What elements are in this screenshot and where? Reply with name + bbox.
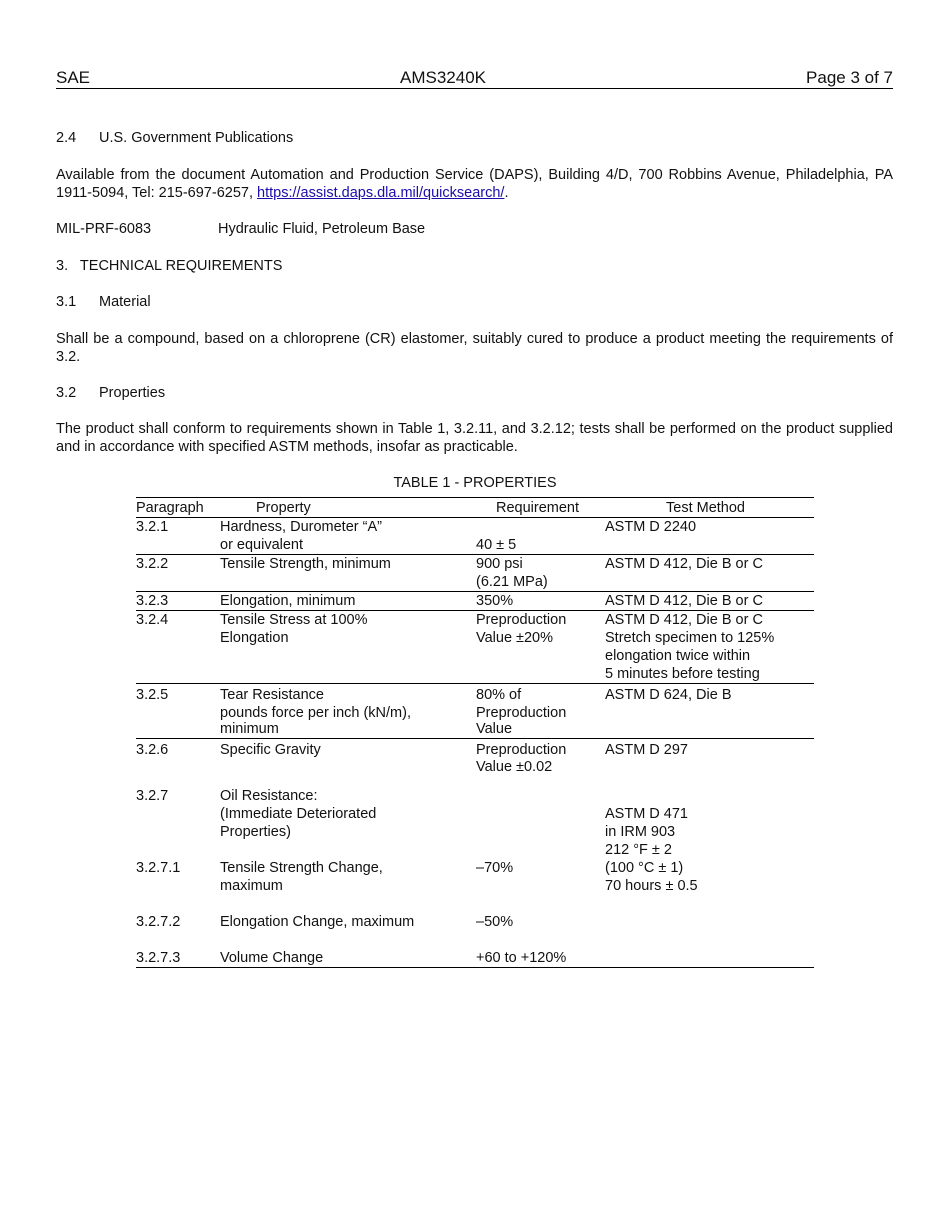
cell-requirement: +60 to +120%: [476, 950, 567, 966]
cell-property: Tensile Strength Change,: [220, 860, 383, 876]
cell-test-method: ASTM D 412, Die B or C: [605, 593, 763, 609]
section-number: 2.4: [56, 130, 77, 146]
cell-property: Elongation: [220, 630, 289, 646]
cell-requirement: Value: [476, 721, 513, 737]
cell-property: Volume Change: [220, 950, 324, 966]
table-row: [136, 592, 814, 611]
paragraph-text: Available from the document Automation and Production Service (DAPS), Building 4/D, 700 Robbins Avenue, Philadelphia, PA 1911-5094, Tel: 215-697-6257,: [56, 167, 893, 201]
cell-paragraph: 3.2.7.2: [136, 914, 181, 930]
cell-property: (Immediate Deteriorated: [220, 806, 377, 822]
cell-paragraph: 3.2.7.1: [136, 860, 181, 876]
cell-paragraph: 3.2.5: [136, 687, 169, 703]
cell-requirement: 350%: [476, 593, 514, 609]
header-doc-number: AMS3240K: [400, 68, 486, 87]
cell-test-method: Stretch specimen to 125%: [605, 630, 775, 646]
cell-test-method: ASTM D 2240: [605, 519, 697, 535]
section-title: Material: [99, 294, 151, 310]
cell-requirement: Preproduction: [476, 742, 567, 758]
cell-paragraph: 3.2.1: [136, 519, 169, 535]
table-row: [136, 949, 814, 968]
cell-test-method: in IRM 903: [605, 824, 676, 840]
header-page-number: Page 3 of 7: [806, 68, 893, 87]
section-title: U.S. Government Publications: [99, 130, 294, 146]
cell-paragraph: 3.2.7: [136, 788, 169, 804]
table-row: [136, 555, 814, 592]
cell-property: or equivalent: [220, 537, 304, 553]
col-header-test-method: Test Method: [666, 500, 745, 516]
cell-property: Elongation Change, maximum: [220, 914, 415, 930]
cell-requirement: Value ±0.02: [476, 759, 553, 775]
cell-test-method: ASTM D 624, Die B: [605, 687, 732, 703]
cell-requirement: Preproduction: [476, 612, 567, 628]
table-row: [136, 913, 814, 949]
section-2-4-heading: [56, 129, 893, 147]
section-3-heading: 3. TECHNICAL REQUIREMENTS: [56, 258, 283, 274]
col-header-paragraph: Paragraph: [136, 500, 204, 516]
cell-requirement: 80% of: [476, 687, 522, 703]
cell-requirement: 900 psi: [476, 556, 523, 572]
cell-test-method: (100 °C ± 1): [605, 860, 684, 876]
table-row: [136, 787, 814, 859]
section-title: Properties: [99, 385, 166, 401]
table-row: [136, 684, 814, 739]
reference-code: MIL-PRF-6083: [56, 221, 152, 237]
table-header-row: [136, 498, 814, 518]
cell-property: Tensile Strength, minimum: [220, 556, 391, 572]
table-row: [136, 859, 814, 913]
cell-paragraph: 3.2.4: [136, 612, 169, 628]
section-2-4-paragraph: [56, 166, 893, 202]
cell-property: Tear Resistance: [220, 687, 324, 703]
cell-test-method: 5 minutes before testing: [605, 666, 760, 682]
paragraph-period: .: [504, 185, 509, 201]
cell-property: Properties): [220, 824, 291, 840]
cell-test-method: elongation twice within: [605, 648, 751, 664]
cell-property: Tensile Stress at 100%: [220, 612, 368, 628]
table-row: [136, 611, 814, 684]
reference-entry: [56, 220, 893, 238]
col-header-requirement: Requirement: [496, 500, 580, 516]
properties-table: [136, 497, 814, 968]
table-row: [136, 739, 814, 787]
cell-property: Elongation, minimum: [220, 593, 356, 609]
cell-test-method: 70 hours ± 0.5: [605, 878, 698, 894]
section-3-1-paragraph: Shall be a compound, based on a chloroprene (CR) elastomer, suitably cured to produce a product meeting the requirements of 3.2.: [56, 331, 893, 365]
cell-paragraph: 3.2.7.3: [136, 950, 181, 966]
cell-property: minimum: [220, 721, 279, 737]
cell-requirement: –50%: [476, 914, 514, 930]
cell-requirement: Value ±20%: [476, 630, 554, 646]
table-title: TABLE 1 - PROPERTIES: [393, 475, 557, 491]
reference-title: Hydraulic Fluid, Petroleum Base: [218, 221, 426, 237]
section-3-1-heading: [56, 293, 893, 311]
col-header-property: Property: [256, 500, 311, 516]
section-3-2-paragraph: The product shall conform to requirements shown in Table 1, 3.2.11, and 3.2.12; tests shall be performed on the product supplied and in accordance with specified ASTM methods, insofar as practicable.: [56, 421, 893, 455]
section-number: 3.2: [56, 385, 77, 401]
cell-test-method: ASTM D 297: [605, 742, 688, 758]
cell-requirement: (6.21 MPa): [476, 574, 548, 590]
cell-requirement: –70%: [476, 860, 514, 876]
cell-requirement: 40 ± 5: [476, 537, 517, 553]
quicksearch-link[interactable]: https://assist.daps.dla.mil/quicksearch/: [257, 185, 505, 201]
cell-property: maximum: [220, 878, 283, 894]
cell-test-method: ASTM D 412, Die B or C: [605, 612, 763, 628]
cell-requirement: Preproduction: [476, 705, 567, 721]
cell-test-method: ASTM D 412, Die B or C: [605, 556, 763, 572]
cell-paragraph: 3.2.2: [136, 556, 169, 572]
page-header: [56, 68, 893, 89]
cell-property: Specific Gravity: [220, 742, 321, 758]
table-row: [136, 518, 814, 555]
cell-paragraph: 3.2.3: [136, 593, 169, 609]
section-3-2-heading: [56, 384, 893, 402]
cell-property: Hardness, Durometer “A”: [220, 519, 382, 535]
header-org: SAE: [56, 68, 91, 87]
cell-property: Oil Resistance:: [220, 788, 318, 804]
cell-paragraph: 3.2.6: [136, 742, 169, 758]
cell-test-method: ASTM D 471: [605, 806, 688, 822]
cell-test-method: 212 °F ± 2: [605, 842, 672, 858]
cell-property: pounds force per inch (kN/m),: [220, 705, 411, 721]
section-number: 3.1: [56, 294, 77, 310]
